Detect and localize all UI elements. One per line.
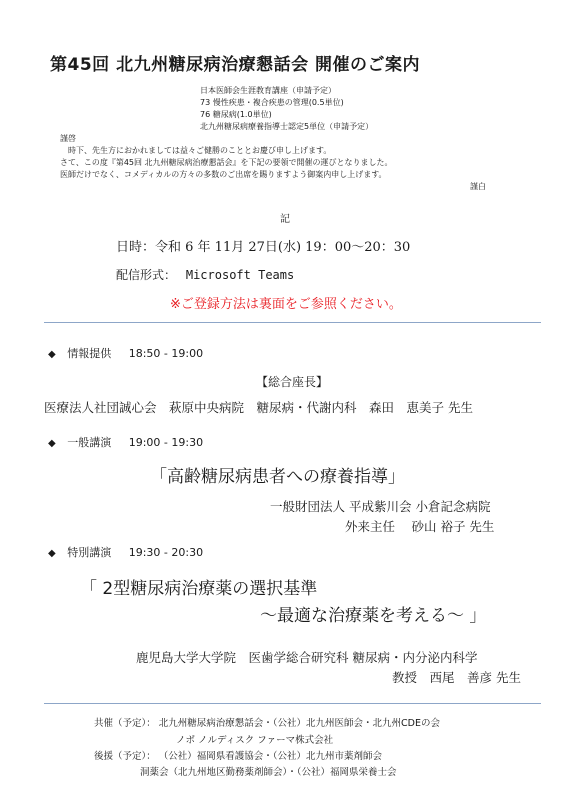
special-affiliation: 鹿児島大学大学院 医歯学総合研究科 糖尿病・内分泌内科学 xyxy=(136,650,478,665)
diamond-icon: ◆ xyxy=(48,349,56,360)
chair-name: 医療法人社団誠心会 萩原中央病院 糖尿病・代謝内科 森田 恵美子 先生 xyxy=(44,400,473,415)
ki-marker: 記 xyxy=(280,214,290,225)
section-time: 19:00 - 19:30 xyxy=(128,436,204,449)
footer-host-line1: 北九州糖尿病治療懇話会・（公社）北九州医師会・北九州CDEの会 xyxy=(158,718,440,729)
delivery-format xyxy=(116,266,294,283)
greeting-body xyxy=(60,145,393,181)
special-topic-line1: 「 2型糖尿病治療薬の選択基準 xyxy=(80,579,318,599)
credit-line: 北九州糖尿病療養指導士認定5単位（申請予定） xyxy=(200,122,374,131)
footer-host-label: 共催（予定）： xyxy=(94,718,156,729)
page-title: 第45回 北九州糖尿病治療懇話会 開催のご案内 xyxy=(50,55,420,75)
footer-support-line2: 洞薬会（北九州地区勤務薬剤師会）・（公社）福岡県栄養士会 xyxy=(140,767,397,778)
greeting-closing: 謹白 xyxy=(470,182,486,191)
footer-support-label: 後援（予定）： xyxy=(94,751,156,762)
footer-support-line1: （公社）福岡県看護協会・（公社）北九州市薬剤師会 xyxy=(158,751,383,762)
divider xyxy=(44,703,541,704)
diamond-icon: ◆ xyxy=(48,438,56,449)
divider xyxy=(44,322,541,323)
section-time: 19:30 - 20:30 xyxy=(128,546,204,559)
footer-host xyxy=(94,716,440,732)
section-label: 特別講演 xyxy=(67,546,112,559)
footer-host-line2: ノボ ノルディスク ファーマ株式会社 xyxy=(176,735,334,746)
section-general-header xyxy=(48,434,203,450)
credit-line: 73 慢性疾患・複合疾患の管理(0.5単位) xyxy=(200,98,344,107)
general-speaker: 外来主任 砂山 裕子 先生 xyxy=(345,519,495,534)
diamond-icon: ◆ xyxy=(48,548,56,559)
greeting-line: 医師だけでなく、コメディカルの方々の多数のご出席を賜りますよう御案内申し上げます。 xyxy=(60,170,387,179)
greeting-opening: 謹啓 xyxy=(60,134,76,143)
registration-note: ※ご登録方法は裏面をご参照ください。 xyxy=(170,297,402,312)
section-time: 18:50 - 19:00 xyxy=(128,347,204,360)
general-topic: 「高齢糖尿病患者への療養指導」 xyxy=(150,467,405,487)
special-speaker: 教授 西尾 善彦 先生 xyxy=(392,670,521,685)
delivery-format-label: 配信形式： xyxy=(116,268,177,282)
general-affiliation: 一般財団法人 平成紫川会 小倉記念病院 xyxy=(270,499,491,514)
greeting-line: 時下、先生方におかれましては益々ご健勝のこととお慶び申し上げます。 xyxy=(68,146,332,155)
chair-heading: 【総合座長】 xyxy=(256,375,329,389)
footer-support xyxy=(94,748,382,762)
event-datetime: 日時：令和 6 年 11月 27日(水) 19：00～20：30 xyxy=(116,240,411,255)
section-special-header xyxy=(48,544,203,560)
section-info-header xyxy=(48,345,203,361)
special-topic-line2: ～最適な治療薬を考える～ 」 xyxy=(260,606,487,626)
section-label: 情報提供 xyxy=(67,347,112,360)
delivery-format-value: Microsoft Teams xyxy=(185,268,295,282)
credit-line: 76 糖尿病(1.0単位) xyxy=(200,110,272,119)
section-label: 一般講演 xyxy=(67,436,112,449)
greeting-line: さて、この度『第45回 北九州糖尿病治療懇話会』を下記の要領で開催の運びとなりました。 xyxy=(60,158,393,167)
credits-block xyxy=(200,85,373,133)
credit-line: 日本医師会生涯教育講座（申請予定） xyxy=(200,86,336,95)
